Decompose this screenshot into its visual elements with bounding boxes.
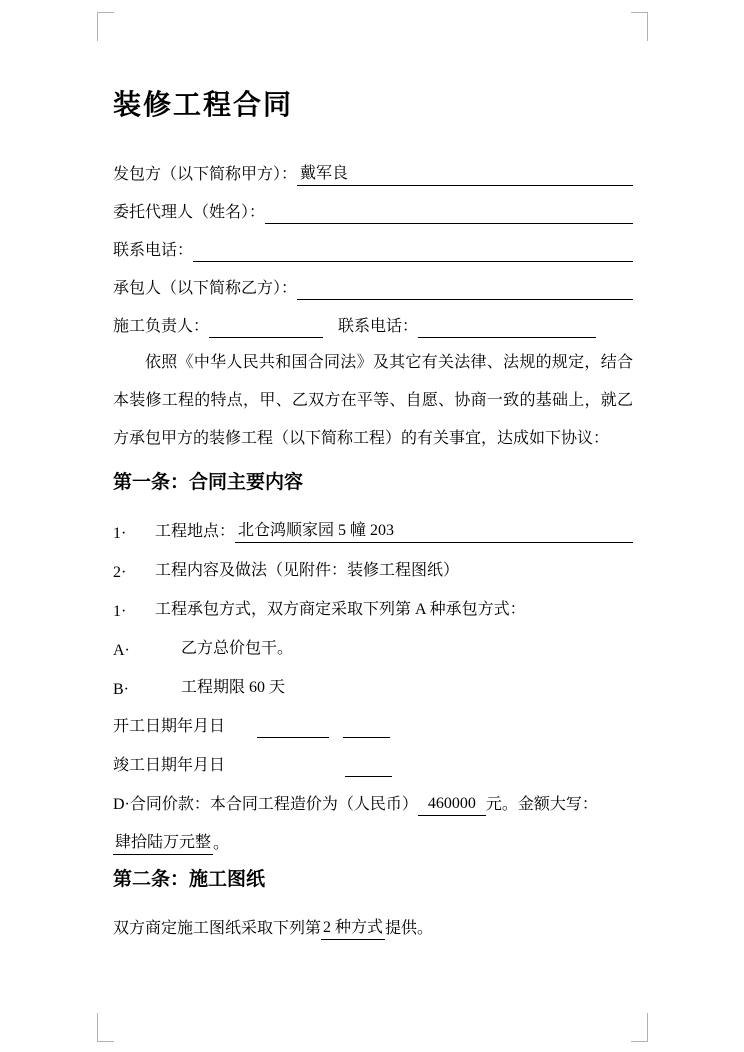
form-row-phone [113,224,633,262]
amount-in-words-field[interactable] [113,829,213,855]
row-end-date [113,738,633,777]
contract-price-amount-field[interactable] [418,795,486,816]
contract-price-prefix: D·合同价款：本合同工程造价为（人民币） [113,796,418,813]
item-b-text: 工程期限 60 天 [181,679,286,696]
start-date-blank-2[interactable] [343,717,390,738]
row-contract-price [113,777,633,816]
drawings-method-field[interactable] [321,914,385,940]
text-boundary-mark-top-left [97,12,114,41]
form-row-agent [113,186,633,224]
contract-price-suffix: 元。金额大写： [485,796,598,813]
item-contract-method [113,582,633,621]
item-project-scope [113,543,633,582]
phone-label: 联系电话： [113,242,194,259]
item-option-b [113,660,633,699]
party-b-field[interactable] [297,297,633,300]
party-b-label: 承包人（以下简称乙方）： [113,280,298,297]
item2-text: 工程内容及做法（见附件：装修工程图纸） [155,562,460,579]
document-title: 装修工程合同 [113,90,294,121]
row-drawings-method [113,901,633,940]
site-manager-label: 施工负责人： [113,318,210,335]
manager-phone-label: 联系电话： [338,318,419,335]
item-a-text: 乙方总价包干。 [181,640,294,657]
form-row-party-a [113,148,633,186]
end-date-label: 竣工日期年月日 [113,757,226,774]
section1-heading: 第一条：合同主要内容 [113,472,304,493]
item-b-number: B· [113,681,129,698]
item3-number: 1· [113,603,127,620]
item-option-a [113,621,633,660]
item-a-number: A· [113,642,130,659]
project-location-value: 北仓鸿顺家园 5 幢 203 [238,522,395,539]
contract-preamble: 依照《中华人民共和国合同法》及其它有关法律、法规的规定，结合本装修工程的特点，甲、乙双方在平等、自愿、协商一致的基础上，就乙方承包甲方的装修工程（以下简称工程）的有关事宜，达成如下协议： [113,354,633,447]
drawings-method-value: 2 种方式 [323,919,384,936]
party-a-label: 发包方（以下简称甲方）： [113,166,298,183]
item1-label: 工程地点： [155,523,236,540]
text-boundary-mark-bottom-left [97,1013,114,1042]
start-date-label: 开工日期年月日 [113,718,226,735]
drawings-method-suffix: 提供。 [385,920,434,937]
start-date-blank-1[interactable] [257,717,329,738]
row-amount-in-words [113,816,633,855]
party-a-field[interactable] [297,160,633,186]
amount-in-words-value: 肆拾陆万元整 [115,834,212,851]
form-row-site-manager [113,300,633,338]
form-row-party-b [113,262,633,300]
contract-price-amount: 460000 [427,795,476,812]
amount-in-words-period: 。 [213,835,230,852]
manager-phone-field[interactable] [418,317,596,338]
row-start-date [113,699,633,738]
agent-field[interactable] [265,221,633,224]
section2-heading: 第二条：施工图纸 [113,869,266,890]
text-boundary-mark-top-right [631,12,648,41]
party-a-value: 戴军良 [300,165,349,182]
site-manager-field[interactable] [209,317,323,338]
agent-label: 委托代理人（姓名）： [113,204,266,221]
drawings-method-prefix: 双方商定施工图纸采取下列第 [113,920,322,937]
text-boundary-mark-bottom-right [631,1013,648,1042]
item3-text: 工程承包方式，双方商定采取下列第 A 种承包方式： [155,601,526,618]
item2-number: 2· [113,564,127,581]
end-date-blank[interactable] [345,756,392,777]
phone-field[interactable] [193,259,633,262]
project-location-field[interactable] [235,517,633,543]
item-project-location [113,504,633,543]
item1-number: 1· [113,525,127,542]
document-content [113,84,633,940]
